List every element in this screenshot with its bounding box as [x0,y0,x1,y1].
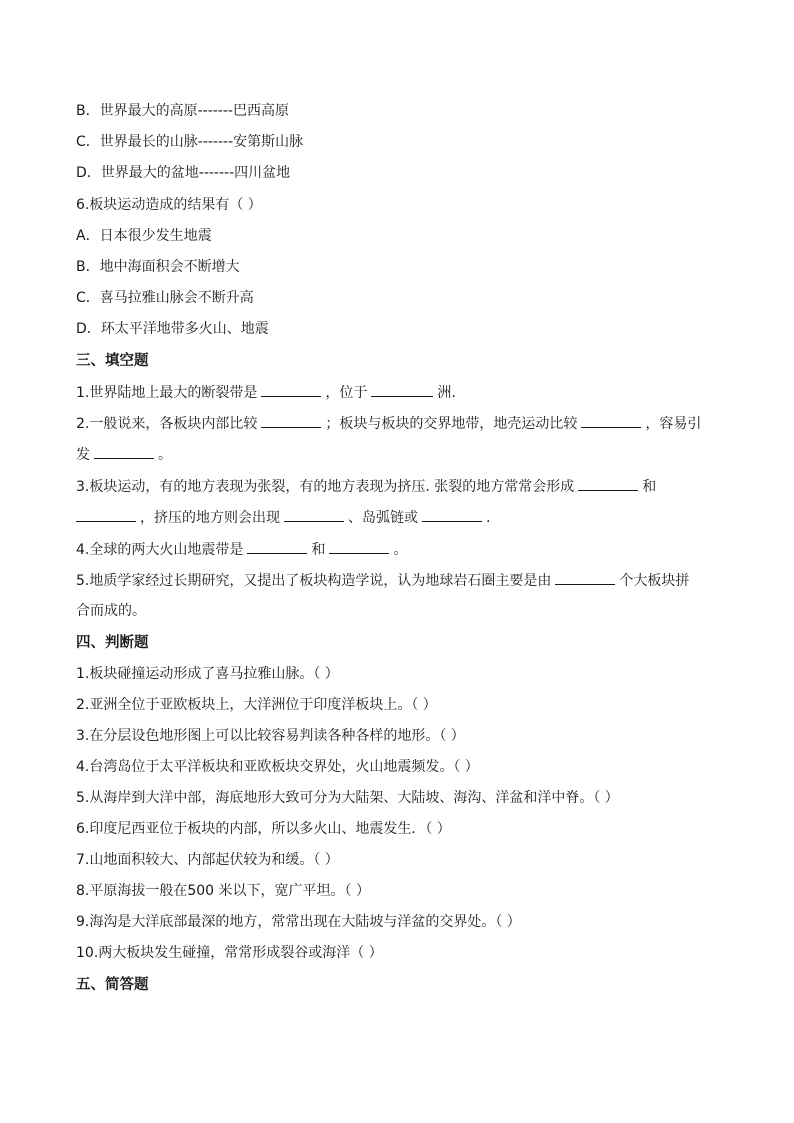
judge-item-6: 6.印度尼西亚位于板块的内部，所以多火山、地震发生．（ ） [76,821,451,837]
fill-q2-text-b: ；板块与板块的交界地带，地壳运动比较 [325,416,578,432]
fill-question-3-line-1 [76,476,726,497]
fill-q3-text-b: 和 [642,479,657,495]
answer-blank[interactable] [94,444,154,459]
answer-blank[interactable] [284,507,344,522]
fill-q2-text-c: ，容易引 [645,416,702,432]
fill-q3-text-e: . [486,510,491,526]
answer-blank[interactable] [261,413,321,428]
section-judge-heading: 四、判断题 [76,635,149,651]
option-c: C．世界最长的山脉-------安第斯山脉 [76,134,304,150]
judge-item-10: 10.两大板块发生碰撞，常常形成裂谷或海洋（ ） [76,945,383,961]
judge-item-3: 3.在分层设色地形图上可以比较容易判读各种各样的地形。（ ） [76,728,465,744]
judge-item-4: 4.台湾岛位于太平洋板块和亚欧板块交界处，火山地震频发。（ ） [76,759,479,775]
fill-q1-text-c: 洲. [437,385,456,401]
answer-blank[interactable] [555,570,615,585]
answer-blank[interactable] [247,539,307,554]
answer-blank[interactable] [371,382,433,397]
answer-blank[interactable] [578,476,638,491]
fill-question-2-line-1 [76,413,726,434]
question-6-stem: 6.板块运动造成的结果有（ ） [76,197,262,213]
answer-blank[interactable] [76,507,136,522]
question-6-option-a: A．日本很少发生地震 [76,228,212,244]
fill-q3-text-d: 、岛弧链或 [348,510,418,526]
fill-question-5-line-2: 合而成的。 [76,603,146,619]
fill-q4-text-b: 和 [311,542,326,558]
section-fill-heading: 三、填空题 [76,353,149,369]
answer-blank[interactable] [581,413,641,428]
fill-q1-text-b: ，位于 [325,385,368,401]
fill-q5-text-b: 个大板块拼 [619,573,690,589]
judge-item-8: 8.平原海拔一般在500 米以下，宽广平坦。（ ） [76,883,370,899]
judge-item-5: 5.从海岸到大洋中部，海底地形大致可分为大陆架、大陆坡、海沟、洋盆和洋中脊。（ ） [76,790,619,806]
answer-blank[interactable] [422,507,482,522]
fill-q3-text-c: ，挤压的地方则会出现 [140,510,280,526]
question-6-option-b: B．地中海面积会不断增大 [76,259,240,275]
fill-question-1 [76,382,726,403]
option-d: D．世界最大的盆地-------四川盆地 [76,165,291,181]
fill-q5-text-a: 5.地质学家经过长期研究，又提出了板块构造学说，认为地球岩石圈主要是由 [76,573,552,589]
fill-question-3-line-2 [76,507,726,528]
fill-question-4 [76,539,726,560]
fill-q2-text-e: 。 [158,447,172,463]
judge-item-9: 9.海沟是大洋底部最深的地方，常常出现在大陆坡与洋盆的交界处。（ ） [76,914,521,930]
option-b: B．世界最大的高原-------巴西高原 [76,103,289,119]
answer-blank[interactable] [329,539,389,554]
fill-q1-text-a: 1.世界陆地上最大的断裂带是 [76,385,258,401]
section-short-answer-heading: 五、简答题 [76,977,149,993]
fill-question-5-line-1 [76,570,726,591]
fill-q2-text-a: 2.一般说来，各板块内部比较 [76,416,258,432]
fill-q3-text-a: 3.板块运动，有的地方表现为张裂，有的地方表现为挤压. 张裂的地方常常会形成 [76,479,575,495]
judge-item-1: 1.板块碰撞运动形成了喜马拉雅山脉。（ ） [76,666,339,682]
fill-q4-text-a: 4.全球的两大火山地震带是 [76,542,244,558]
answer-blank[interactable] [261,382,321,397]
judge-item-7: 7.山地面积较大、内部起伏较为和缓。（ ） [76,852,339,868]
fill-q2-text-d: 发 [76,447,90,463]
fill-q4-text-c: 。 [393,542,408,558]
question-6-option-d: D．环太平洋地带多火山、地震 [76,321,269,337]
fill-question-2-line-2 [76,444,726,465]
judge-item-2: 2.亚洲全位于亚欧板块上，大洋洲位于印度洋板块上。（ ） [76,697,437,713]
question-6-option-c: C．喜马拉雅山脉会不断升高 [76,290,254,306]
